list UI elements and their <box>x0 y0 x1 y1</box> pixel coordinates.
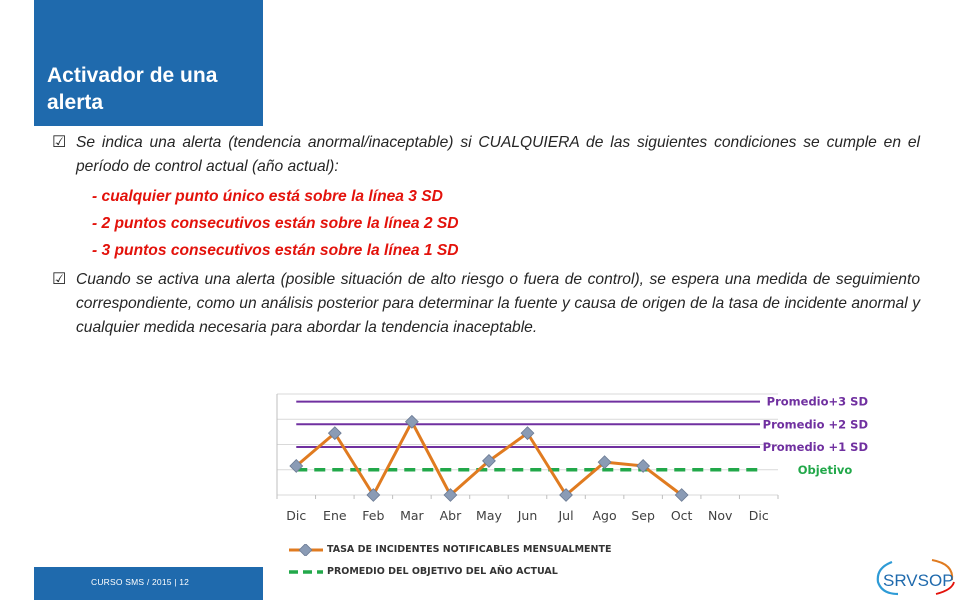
x-tick-label: Ene <box>323 508 347 523</box>
x-tick-label: Dic <box>748 508 769 523</box>
objective-label: Objetivo <box>797 462 853 477</box>
checkbox-icon: ☑ <box>52 271 67 288</box>
legend-objective-swatch <box>288 566 324 578</box>
checkbox-icon: ☑ <box>52 134 67 151</box>
legend-series-swatch <box>288 544 324 556</box>
srvsop-logo <box>872 556 958 598</box>
sd-label: Promedio +1 SD <box>762 440 868 455</box>
sd-label: Promedio+3 SD <box>766 394 868 409</box>
bullet-1-text: Se indica una alerta (tendencia anormal/inaceptable) si CUALQUIERA de las siguientes condiciones se cumple en el período de control actual (año actual): <box>76 134 920 175</box>
x-tick-label: Abr <box>439 508 462 523</box>
condition-3: - 3 puntos consecutivos están sobre la línea 1 SD <box>92 242 459 259</box>
x-tick-label: Jul <box>558 508 574 523</box>
condition-1: - cualquier punto único está sobre la línea 3 SD <box>92 188 443 205</box>
sd-label: Promedio +2 SD <box>762 417 868 432</box>
x-tick-label: Mar <box>400 508 424 523</box>
footer-text: CURSO SMS / 2015 | 12 <box>91 577 190 587</box>
bullet-2 <box>52 268 920 364</box>
x-tick-label: May <box>476 508 502 523</box>
bullet-1 <box>52 131 920 179</box>
slide-title: Activador de una alerta <box>47 64 218 114</box>
condition-2: - 2 puntos consecutivos están sobre la línea 2 SD <box>92 215 459 232</box>
x-tick-label: Dic <box>286 508 307 523</box>
x-tick-label: Jun <box>517 508 538 523</box>
legend-series-label: TASA DE INCIDENTES NOTIFICABLES MENSUALMENTE <box>327 544 612 555</box>
bullet-2-text: Cuando se activa una alerta (posible situación de alto riesgo o fuera de control), se espera una medida de seguimiento correspondiente, como un análisis posterior para determinar la fuente y causa de origen de la tasa de incidente anormal y cualquier medida necesaria para abordar la tendencia inaceptable. <box>76 271 920 336</box>
title-box <box>34 0 263 126</box>
x-tick-label: Oct <box>670 508 693 523</box>
footer-bar <box>34 567 263 600</box>
x-tick-label: Nov <box>707 508 733 523</box>
x-tick-label: Feb <box>362 508 385 523</box>
logo-wordmark: SRVSOP <box>883 571 954 590</box>
legend-objective-label: PROMEDIO DEL OBJETIVO DEL AÑO ACTUAL <box>327 566 558 577</box>
x-tick-label: Ago <box>592 508 617 523</box>
x-tick-label: Sep <box>631 508 655 523</box>
control-chart <box>270 388 880 533</box>
data-point <box>406 415 419 428</box>
